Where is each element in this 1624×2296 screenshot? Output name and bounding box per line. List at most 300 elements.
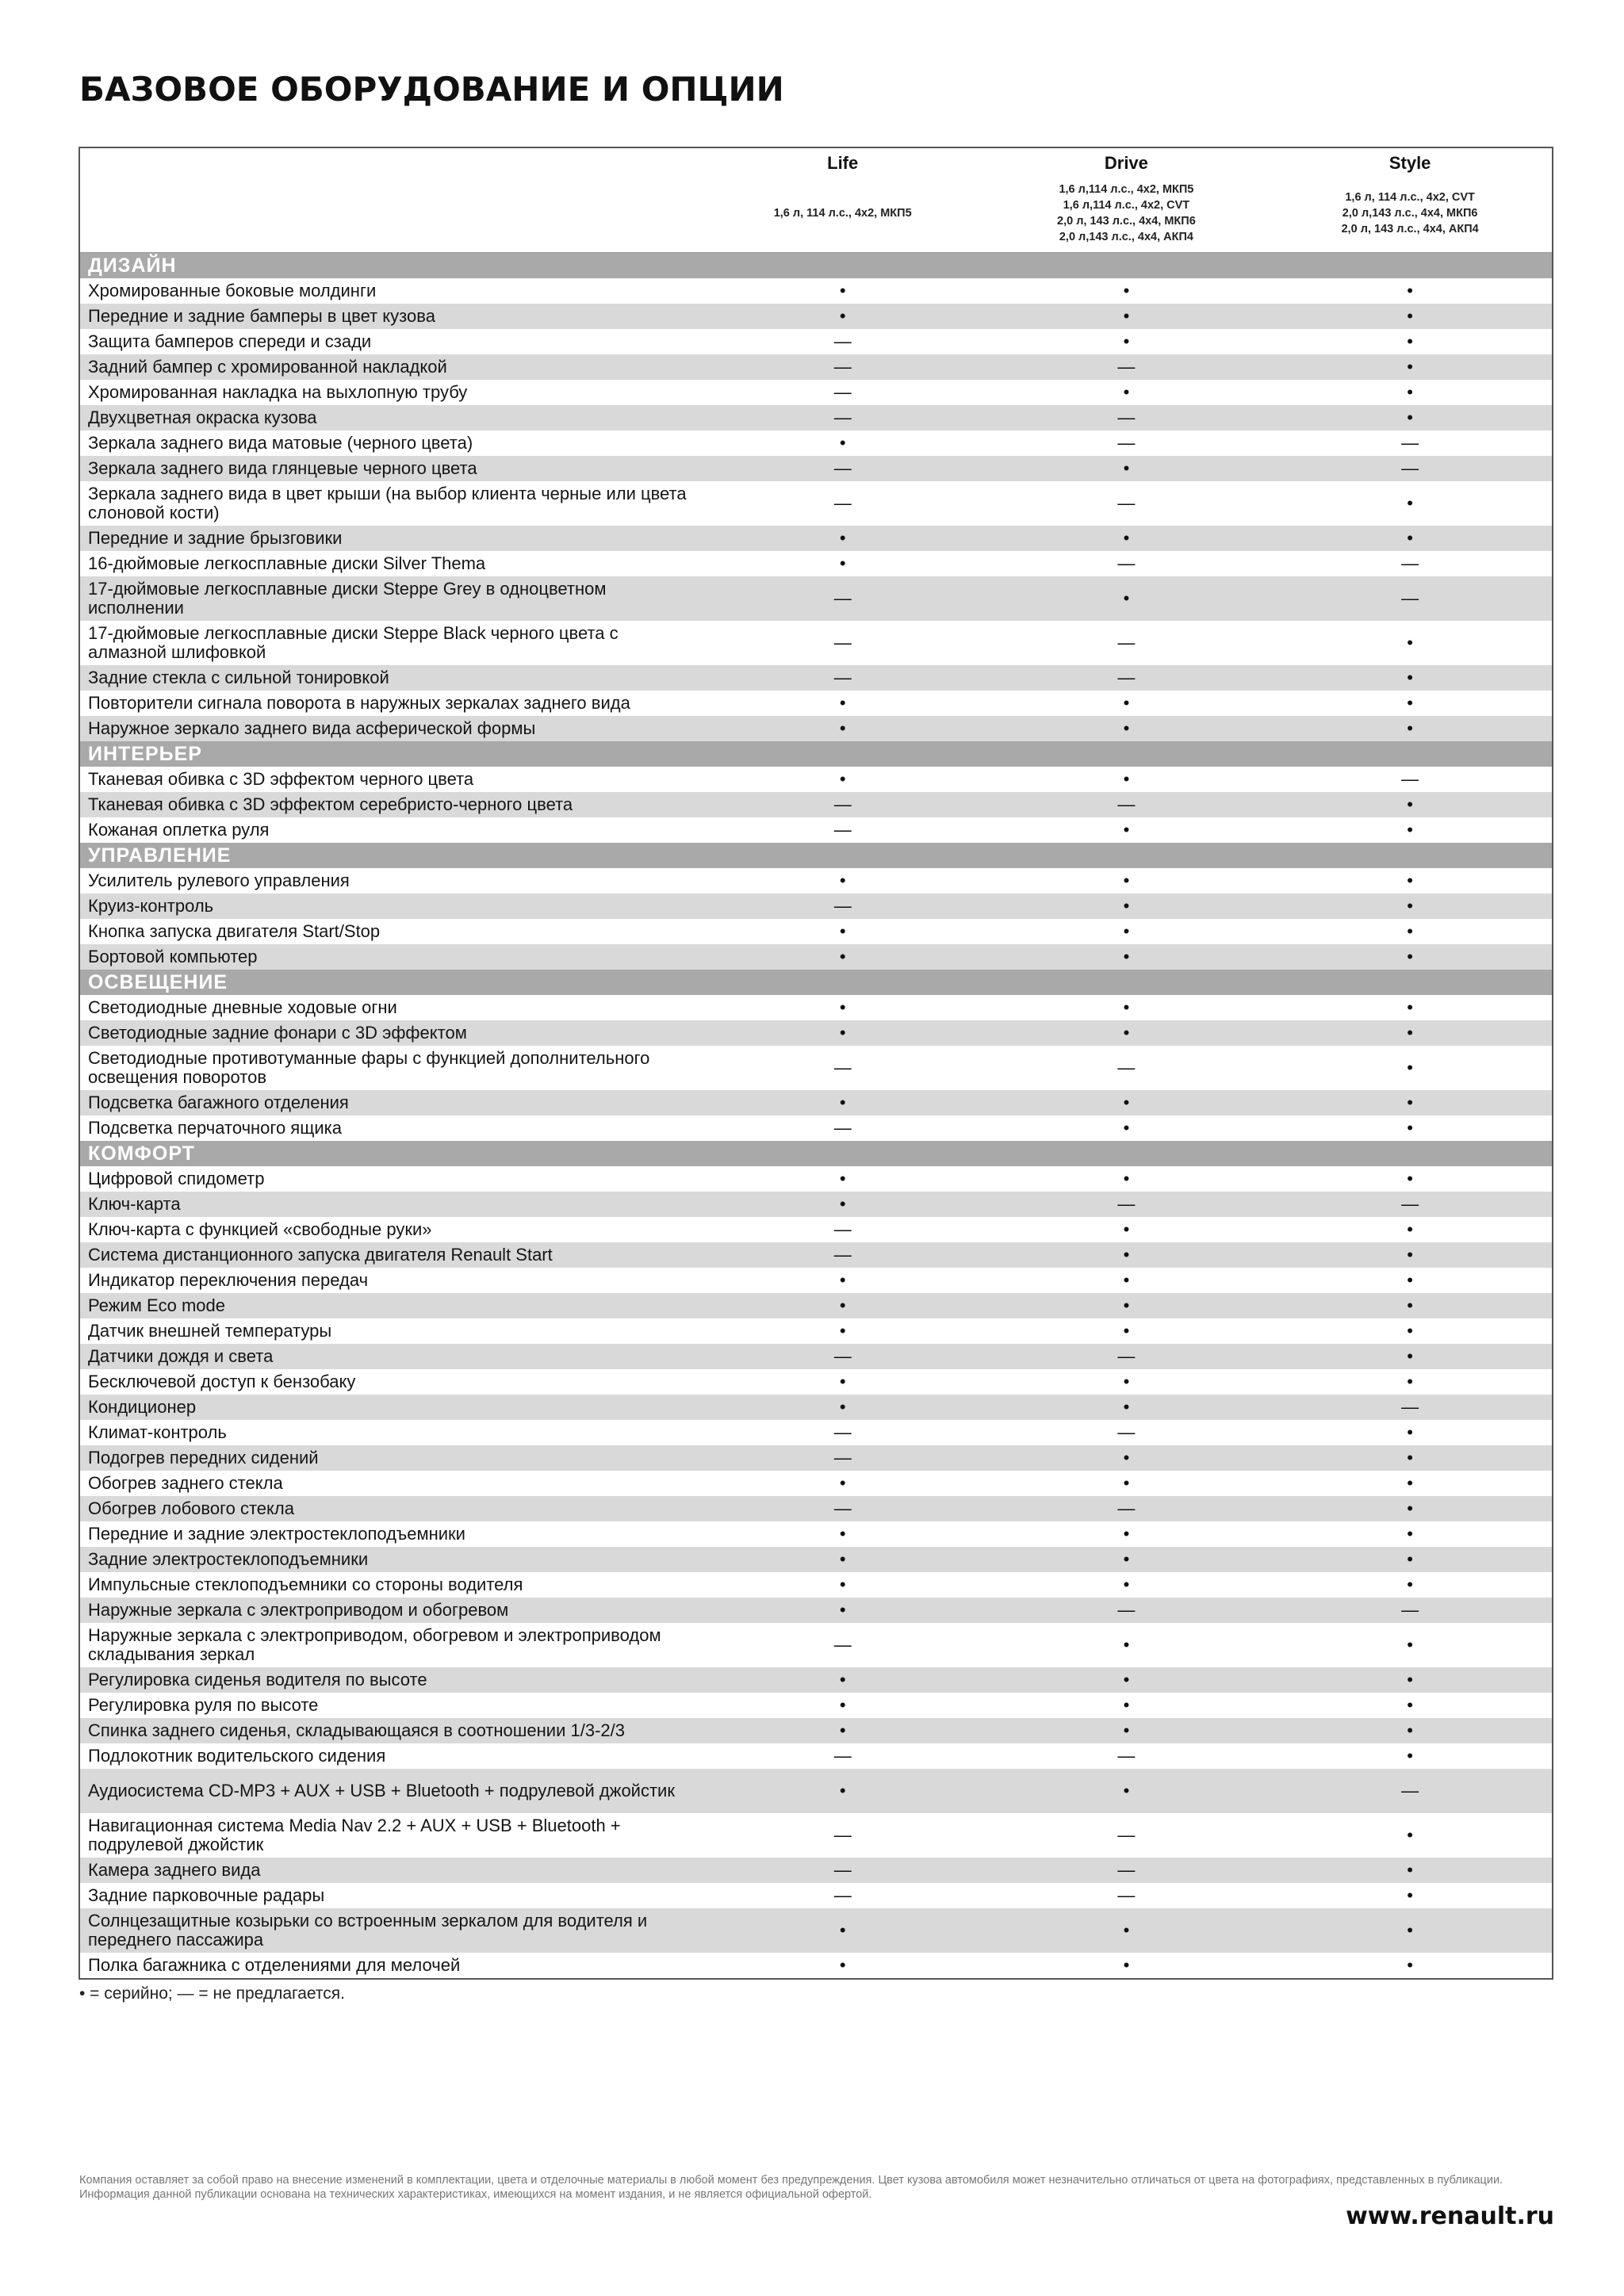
- feature-name: Обогрев лобового стекла: [88, 1498, 294, 1518]
- feature-name: Повторители сигнала поворота в наружных зеркалах заднего вида: [88, 693, 630, 713]
- availability-mark-drive: •: [1123, 281, 1130, 300]
- availability-mark-style: •: [1407, 947, 1413, 966]
- availability-mark-style: •: [1407, 1885, 1413, 1905]
- availability-mark-style: •: [1407, 820, 1413, 840]
- availability-mark-style: —: [1401, 588, 1419, 608]
- availability-mark-style: •: [1407, 1635, 1413, 1655]
- availability-mark-style: •: [1407, 1346, 1413, 1366]
- table-row: [80, 1883, 1552, 1908]
- availability-mark-life: —: [833, 1498, 852, 1518]
- availability-mark-style: —: [1401, 458, 1419, 478]
- availability-mark-drive: •: [1123, 1575, 1130, 1594]
- feature-name: Импульсные стеклоподъемники со стороны водителя: [88, 1575, 523, 1594]
- table-row: [80, 817, 1552, 843]
- availability-mark-life: •: [839, 1695, 846, 1715]
- availability-mark-style: •: [1407, 1321, 1413, 1341]
- availability-mark-drive: —: [1117, 433, 1136, 453]
- availability-mark-drive: •: [1123, 458, 1130, 478]
- availability-mark-drive: —: [1117, 553, 1136, 573]
- availability-mark-style: —: [1401, 553, 1419, 573]
- availability-mark-life: •: [839, 997, 846, 1017]
- table-header: [80, 148, 1552, 253]
- availability-mark-drive: •: [1123, 896, 1130, 916]
- table-row: [80, 944, 1552, 970]
- availability-mark-drive: •: [1123, 1295, 1130, 1315]
- table-row: [80, 526, 1552, 551]
- availability-mark-style: •: [1407, 1372, 1413, 1391]
- availability-mark-style: •: [1407, 1498, 1413, 1518]
- feature-name: Система дистанционного запуска двигателя Renault Start: [88, 1245, 553, 1265]
- feature-name: Индикатор переключения передач: [88, 1270, 369, 1290]
- availability-mark-drive: •: [1123, 871, 1130, 890]
- section-header: КОМФОРТ: [80, 1141, 1552, 1166]
- feature-name: Наружные зеркала с электроприводом и обогревом: [88, 1600, 509, 1620]
- availability-mark-life: •: [839, 1093, 846, 1112]
- availability-mark-drive: •: [1123, 820, 1130, 840]
- availability-mark-drive: •: [1123, 1169, 1130, 1188]
- availability-mark-life: —: [833, 1635, 852, 1655]
- table-row: [80, 1166, 1552, 1192]
- table-row: [80, 329, 1552, 354]
- feature-name: Задние электростеклоподъемники: [88, 1549, 369, 1569]
- availability-mark-style: •: [1407, 718, 1413, 738]
- table-row: [80, 576, 1552, 621]
- feature-name: Зеркала заднего вида в цвет крыши (на выбор клиента черные или цвета слоновой кости): [88, 484, 687, 522]
- table-row: [80, 691, 1552, 716]
- feature-name: Передние и задние бамперы в цвет кузова: [88, 306, 435, 326]
- table-row: [80, 354, 1552, 380]
- feature-name: Кожаная оплетка руля: [88, 820, 270, 840]
- availability-mark-life: —: [833, 1860, 852, 1880]
- table-row: [80, 1395, 1552, 1420]
- table-row: [80, 481, 1552, 526]
- availability-mark-style: •: [1407, 1169, 1413, 1188]
- availability-mark-style: —: [1401, 433, 1419, 453]
- table-row: [80, 551, 1552, 576]
- section-header: ИНТЕРЬЕР: [80, 741, 1552, 767]
- availability-mark-style: •: [1407, 331, 1413, 351]
- availability-mark-life: •: [839, 1321, 846, 1341]
- table-row: [80, 1953, 1552, 1978]
- availability-mark-style: •: [1407, 1295, 1413, 1315]
- availability-mark-drive: —: [1117, 668, 1136, 687]
- availability-mark-drive: •: [1123, 1549, 1130, 1569]
- availability-mark-life: •: [839, 528, 846, 548]
- feature-name: 17-дюймовые легкосплавные диски Steppe Black черного цвета с алмазной шлифовкой: [88, 623, 619, 662]
- table-row: [80, 919, 1552, 944]
- feature-name: Кнопка запуска двигателя Start/Stop: [88, 921, 381, 941]
- availability-mark-drive: •: [1123, 997, 1130, 1017]
- feature-name: Спинка заднего сиденья, складывающаяся в соотношении 1/3-2/3: [88, 1720, 625, 1740]
- availability-mark-style: •: [1407, 1422, 1413, 1442]
- availability-mark-style: •: [1407, 1093, 1413, 1112]
- availability-mark-drive: •: [1123, 1670, 1130, 1689]
- availability-mark-style: •: [1407, 1023, 1413, 1043]
- table-row: [80, 792, 1552, 817]
- table-row: [80, 1496, 1552, 1521]
- column-header-style: [1268, 148, 1552, 252]
- feature-name: Круиз-контроль: [88, 896, 214, 916]
- table-row: [80, 1813, 1552, 1858]
- availability-mark-style: •: [1407, 1549, 1413, 1569]
- table-row: [80, 1743, 1552, 1769]
- feature-name: Наружное зеркало заднего вида асферической формы: [88, 718, 536, 738]
- availability-mark-style: •: [1407, 1955, 1413, 1975]
- feature-name: Хромированная накладка на выхлопную трубу: [88, 382, 468, 402]
- availability-mark-drive: •: [1123, 306, 1130, 326]
- availability-mark-style: •: [1407, 1524, 1413, 1544]
- table-row: [80, 1858, 1552, 1883]
- availability-mark-drive: •: [1123, 382, 1130, 402]
- feature-name: Датчики дождя и света: [88, 1346, 274, 1366]
- table-row: [80, 1268, 1552, 1293]
- availability-mark-drive: —: [1117, 1346, 1136, 1366]
- table-row: [80, 1420, 1552, 1445]
- engine-line: 2,0 л,143 л.с., 4x4, МКП6: [1342, 207, 1478, 220]
- table-row: [80, 1623, 1552, 1667]
- feature-name: Усилитель рулевого управления: [88, 871, 350, 890]
- feature-name: Обогрев заднего стекла: [88, 1473, 283, 1493]
- availability-mark-drive: •: [1123, 1695, 1130, 1715]
- availability-mark-drive: •: [1123, 1397, 1130, 1417]
- availability-mark-style: •: [1407, 1245, 1413, 1265]
- availability-mark-life: •: [839, 306, 846, 326]
- feature-name: Полка багажника с отделениями для мелочей: [88, 1955, 461, 1975]
- availability-mark-drive: —: [1117, 1422, 1136, 1442]
- table-row: [80, 1769, 1552, 1813]
- table-row: [80, 1547, 1552, 1572]
- table-row: [80, 1090, 1552, 1115]
- availability-mark-life: —: [833, 493, 852, 513]
- availability-mark-life: •: [839, 1023, 846, 1043]
- column-header-drive: [985, 148, 1269, 252]
- section-header: УПРАВЛЕНИЕ: [80, 843, 1552, 868]
- availability-mark-life: •: [839, 1720, 846, 1740]
- availability-mark-style: •: [1407, 1058, 1413, 1077]
- engine-line: 2,0 л, 143 л.с., 4x4, МКП6: [1057, 215, 1196, 228]
- availability-mark-life: •: [839, 1169, 846, 1188]
- availability-mark-life: •: [839, 921, 846, 941]
- availability-mark-life: —: [833, 633, 852, 652]
- availability-mark-drive: —: [1117, 633, 1136, 652]
- availability-mark-drive: —: [1117, 794, 1136, 814]
- availability-mark-style: •: [1407, 794, 1413, 814]
- availability-mark-life: •: [839, 693, 846, 713]
- availability-mark-drive: •: [1123, 718, 1130, 738]
- availability-mark-style: •: [1407, 493, 1413, 513]
- feature-name: Регулировка руля по высоте: [88, 1695, 319, 1715]
- availability-mark-drive: —: [1117, 408, 1136, 427]
- table-body: [80, 253, 1552, 1978]
- feature-name: Наружные зеркала с электроприводом, обогревом и электроприводом складывания зеркал: [88, 1625, 661, 1664]
- availability-mark-drive: —: [1117, 493, 1136, 513]
- feature-name: Режим Eco mode: [88, 1295, 225, 1315]
- table-row: [80, 894, 1552, 919]
- availability-mark-life: •: [839, 1781, 846, 1800]
- availability-mark-life: •: [839, 1473, 846, 1493]
- availability-mark-life: •: [839, 871, 846, 890]
- availability-mark-drive: —: [1117, 1885, 1136, 1905]
- feature-name: Солнцезащитные козырьки со встроенным зеркалом для водителя и переднего пассажира: [88, 1911, 648, 1950]
- feature-name: Камера заднего вида: [88, 1860, 261, 1880]
- availability-mark-drive: —: [1117, 1498, 1136, 1518]
- engine-line: 1,6 л,114 л.с., 4x2, МКП5: [1059, 183, 1194, 196]
- availability-mark-life: •: [839, 553, 846, 573]
- feature-name: Бортовой компьютер: [88, 947, 258, 966]
- legend-note: • = серийно; — = не предлагается.: [79, 1984, 345, 2003]
- availability-mark-life: •: [839, 947, 846, 966]
- availability-mark-life: •: [839, 1397, 846, 1417]
- availability-mark-life: —: [833, 1885, 852, 1905]
- table-row: [80, 304, 1552, 329]
- trim-name: Life: [827, 153, 859, 173]
- availability-mark-drive: •: [1123, 1245, 1130, 1265]
- engine-line: 2,0 л,143 л.с., 4x4, АКП4: [1059, 231, 1193, 243]
- table-row: [80, 1718, 1552, 1743]
- availability-mark-life: —: [833, 1448, 852, 1468]
- feature-name: Регулировка сиденья водителя по высоте: [88, 1670, 427, 1689]
- availability-mark-drive: •: [1123, 588, 1130, 608]
- availability-mark-drive: —: [1117, 1600, 1136, 1620]
- availability-mark-drive: —: [1117, 1860, 1136, 1880]
- availability-mark-life: —: [833, 1245, 852, 1265]
- table-row: [80, 1908, 1552, 1953]
- availability-mark-style: •: [1407, 357, 1413, 377]
- availability-mark-drive: •: [1123, 693, 1130, 713]
- feature-name: Подогрев передних сидений: [88, 1448, 319, 1468]
- availability-mark-life: •: [839, 718, 846, 738]
- table-row: [80, 716, 1552, 741]
- feature-name: Подсветка перчаточного ящика: [88, 1118, 342, 1138]
- availability-mark-style: •: [1407, 1219, 1413, 1239]
- availability-mark-life: •: [839, 1295, 846, 1315]
- engine-line: 1,6 л,114 л.с., 4x2, CVT: [1063, 199, 1190, 212]
- availability-mark-life: —: [833, 382, 852, 402]
- table-row: [80, 1572, 1552, 1598]
- availability-mark-drive: •: [1123, 1448, 1130, 1468]
- feature-name: Навигационная система Media Nav 2.2 + AUX + USB + Bluetooth + подрулевой джойстик: [88, 1816, 621, 1854]
- availability-mark-life: —: [833, 1219, 852, 1239]
- feature-name: Передние и задние электростеклоподъемники: [88, 1524, 465, 1544]
- availability-mark-life: —: [833, 458, 852, 478]
- availability-mark-life: •: [839, 1600, 846, 1620]
- availability-mark-drive: •: [1123, 331, 1130, 351]
- availability-mark-life: —: [833, 794, 852, 814]
- availability-mark-style: •: [1407, 1860, 1413, 1880]
- availability-mark-style: •: [1407, 896, 1413, 916]
- availability-mark-drive: •: [1123, 769, 1130, 789]
- availability-mark-drive: —: [1117, 1825, 1136, 1845]
- availability-mark-life: •: [839, 1575, 846, 1594]
- feature-name: Цифровой спидометр: [88, 1169, 265, 1188]
- availability-mark-life: •: [839, 1270, 846, 1290]
- availability-mark-life: —: [833, 668, 852, 687]
- feature-name: Ключ-карта с функцией «свободные руки»: [88, 1219, 432, 1239]
- feature-name: Подсветка багажного отделения: [88, 1093, 349, 1112]
- availability-mark-life: —: [833, 588, 852, 608]
- availability-mark-style: •: [1407, 1746, 1413, 1766]
- section-header: ДИЗАЙН: [80, 253, 1552, 278]
- availability-mark-style: •: [1407, 997, 1413, 1017]
- availability-mark-drive: —: [1117, 1746, 1136, 1766]
- availability-mark-drive: •: [1123, 1720, 1130, 1740]
- availability-mark-drive: —: [1117, 1194, 1136, 1214]
- availability-mark-life: •: [839, 1955, 846, 1975]
- availability-mark-drive: •: [1123, 1093, 1130, 1112]
- availability-mark-life: —: [833, 331, 852, 351]
- availability-mark-life: —: [833, 820, 852, 840]
- availability-mark-drive: •: [1123, 1955, 1130, 1975]
- trim-name: Drive: [1104, 153, 1148, 173]
- table-row: [80, 1020, 1552, 1046]
- availability-mark-life: —: [833, 408, 852, 427]
- availability-mark-drive: •: [1123, 1372, 1130, 1391]
- availability-mark-drive: •: [1123, 1219, 1130, 1239]
- availability-mark-style: •: [1407, 1270, 1413, 1290]
- availability-mark-drive: •: [1123, 1473, 1130, 1493]
- availability-mark-drive: •: [1123, 947, 1130, 966]
- availability-mark-life: —: [833, 1825, 852, 1845]
- feature-name: Светодиодные противотуманные фары с функцией дополнительного освещения поворотов: [88, 1048, 650, 1087]
- table-row: [80, 1192, 1552, 1217]
- feature-name: 17-дюймовые легкосплавные диски Steppe Grey в одноцветном исполнении: [88, 579, 607, 618]
- feature-name: Тканевая обивка с 3D эффектом черного цвета: [88, 769, 474, 789]
- availability-mark-life: •: [839, 1524, 846, 1544]
- availability-mark-life: —: [833, 1746, 852, 1766]
- table-row: [80, 1242, 1552, 1268]
- feature-name: Зеркала заднего вида глянцевые черного цвета: [88, 458, 477, 478]
- feature-name: Кондиционер: [88, 1397, 197, 1417]
- availability-mark-drive: •: [1123, 1920, 1130, 1940]
- availability-mark-life: •: [839, 769, 846, 789]
- availability-mark-life: •: [839, 1194, 846, 1214]
- availability-mark-style: •: [1407, 1825, 1413, 1845]
- feature-name: Хромированные боковые молдинги: [88, 281, 377, 300]
- engine-list: [701, 182, 985, 245]
- availability-mark-life: —: [833, 896, 852, 916]
- availability-mark-life: •: [839, 1920, 846, 1940]
- table-row: [80, 1046, 1552, 1090]
- feature-name: Датчик внешней температуры: [88, 1321, 332, 1341]
- availability-mark-life: •: [839, 433, 846, 453]
- availability-mark-drive: •: [1123, 921, 1130, 941]
- availability-mark-drive: •: [1123, 528, 1130, 548]
- availability-mark-style: •: [1407, 1575, 1413, 1594]
- column-header-life: [701, 148, 985, 252]
- feature-name: Подлокотник водительского сидения: [88, 1746, 386, 1766]
- table-row: [80, 767, 1552, 792]
- availability-mark-style: •: [1407, 528, 1413, 548]
- table-row: [80, 995, 1552, 1020]
- availability-mark-style: —: [1401, 1397, 1419, 1417]
- availability-mark-life: —: [833, 1058, 852, 1077]
- table-row: [80, 1693, 1552, 1718]
- availability-mark-style: •: [1407, 1670, 1413, 1689]
- table-row: [80, 380, 1552, 405]
- feature-name: Светодиодные задние фонари с 3D эффектом: [88, 1023, 467, 1043]
- table-row: [80, 665, 1552, 691]
- availability-mark-life: —: [833, 357, 852, 377]
- availability-mark-style: •: [1407, 1695, 1413, 1715]
- table-row: [80, 1318, 1552, 1344]
- table-row: [80, 1598, 1552, 1623]
- availability-mark-style: •: [1407, 921, 1413, 941]
- engine-list: [1268, 182, 1552, 245]
- engine-line: 2,0 л, 143 л.с., 4x4, АКП4: [1341, 223, 1479, 235]
- availability-mark-style: •: [1407, 1118, 1413, 1138]
- page-title: БАЗОВОЕ ОБОРУДОВАНИЕ И ОПЦИИ: [79, 70, 784, 109]
- availability-mark-life: —: [833, 1346, 852, 1366]
- feature-name: Задние парковочные радары: [88, 1885, 325, 1905]
- table-row: [80, 621, 1552, 665]
- table-row: [80, 1293, 1552, 1318]
- table-row: [80, 278, 1552, 304]
- availability-mark-style: •: [1407, 693, 1413, 713]
- table-row: [80, 405, 1552, 430]
- disclaimer-text: Компания оставляет за собой право на внесение изменений в комплектации, цвета и отделочные материалы в любой момент без предупреждения. Цвет кузова автомобиля может незначительно отличаться от цвета на фотографиях, представленных в публикации. Информация данной публикации основана на технических характеристиках, имеющихся на момент издания, и не является официальной офертой.: [79, 2174, 1503, 2201]
- table-row: [80, 1471, 1552, 1496]
- feature-name: Зеркала заднего вида матовые (черного цвета): [88, 433, 473, 453]
- feature-name: Тканевая обивка с 3D эффектом серебристо-черного цвета: [88, 794, 573, 814]
- availability-mark-drive: •: [1123, 1321, 1130, 1341]
- availability-mark-style: •: [1407, 281, 1413, 300]
- table-row: [80, 1217, 1552, 1242]
- availability-mark-style: •: [1407, 1473, 1413, 1493]
- table-row: [80, 1344, 1552, 1369]
- feature-name: Аудиосистема CD-MP3 + AUX + USB + Bluetooth + подрулевой джойстик: [88, 1781, 675, 1800]
- equipment-table: [79, 147, 1553, 1980]
- availability-mark-style: —: [1401, 769, 1419, 789]
- availability-mark-drive: •: [1123, 1635, 1130, 1655]
- feature-name: Климат-контроль: [88, 1422, 227, 1442]
- feature-name: Светодиодные дневные ходовые огни: [88, 997, 397, 1017]
- availability-mark-style: •: [1407, 668, 1413, 687]
- feature-name: Ключ-карта: [88, 1194, 181, 1214]
- availability-mark-life: —: [833, 1422, 852, 1442]
- availability-mark-style: •: [1407, 633, 1413, 652]
- feature-name: Бесключевой доступ к бензобаку: [88, 1372, 356, 1391]
- section-header: ОСВЕЩЕНИЕ: [80, 970, 1552, 995]
- availability-mark-drive: •: [1123, 1270, 1130, 1290]
- feature-name: Двухцветная окраска кузова: [88, 408, 317, 427]
- availability-mark-drive: •: [1123, 1524, 1130, 1544]
- website-url: www.renault.ru: [1346, 2202, 1554, 2230]
- engine-list: [985, 182, 1269, 245]
- availability-mark-drive: —: [1117, 1058, 1136, 1077]
- availability-mark-style: —: [1401, 1781, 1419, 1800]
- availability-mark-life: •: [839, 1372, 846, 1391]
- feature-name: Передние и задние брызговики: [88, 528, 343, 548]
- feature-name: Защита бамперов спереди и сзади: [88, 331, 372, 351]
- engine-line: 1,6 л, 114 л.с., 4x2, МКП5: [773, 207, 912, 220]
- availability-mark-drive: —: [1117, 357, 1136, 377]
- table-row: [80, 1369, 1552, 1395]
- availability-mark-style: —: [1401, 1194, 1419, 1214]
- availability-mark-style: •: [1407, 1448, 1413, 1468]
- trim-name: Style: [1388, 153, 1431, 173]
- table-row: [80, 1115, 1552, 1141]
- feature-name: 16-дюймовые легкосплавные диски Silver Thema: [88, 553, 486, 573]
- table-row: [80, 1667, 1552, 1693]
- table-row: [80, 456, 1552, 481]
- availability-mark-drive: •: [1123, 1781, 1130, 1800]
- availability-mark-life: •: [839, 1549, 846, 1569]
- availability-mark-style: •: [1407, 306, 1413, 326]
- availability-mark-life: •: [839, 1670, 846, 1689]
- table-row: [80, 1445, 1552, 1471]
- availability-mark-drive: •: [1123, 1118, 1130, 1138]
- availability-mark-style: —: [1401, 1600, 1419, 1620]
